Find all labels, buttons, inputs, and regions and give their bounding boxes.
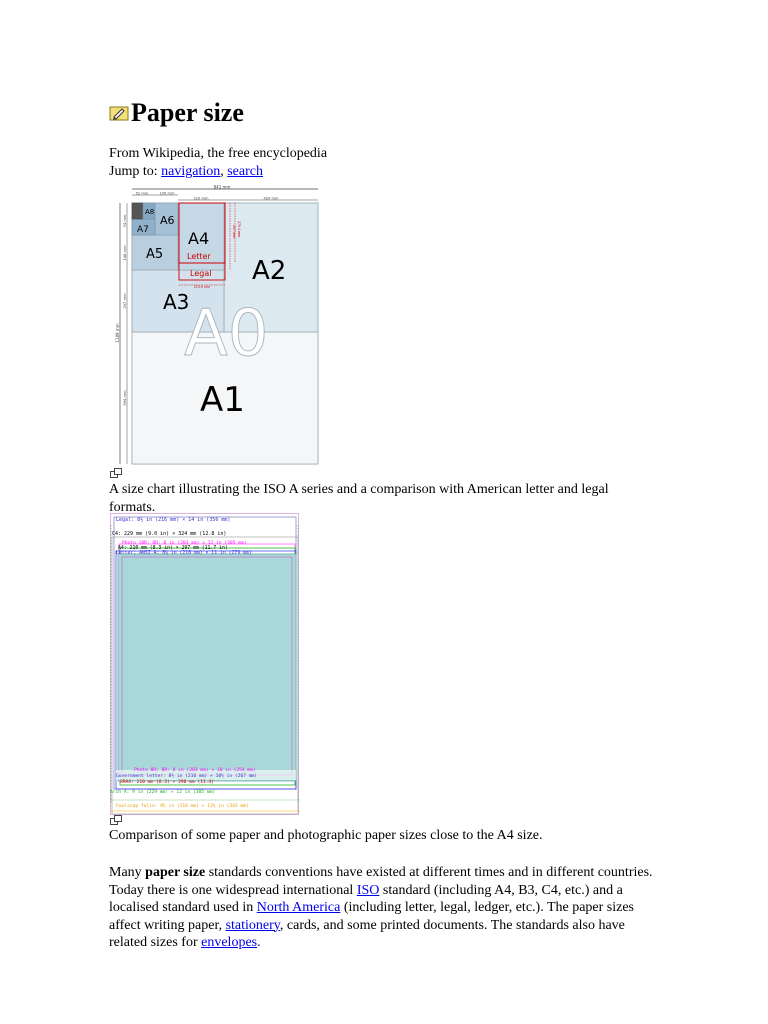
label-photo8r-size: Photo 8R; 8R: 8 in (203 mm) × 10 in (254 mm): [134, 768, 256, 773]
label-letter-size: Letter; ANSI A: 8½ in (216 mm) × 11 in (279 mm): [116, 551, 252, 556]
intro-paragraph: [109, 864, 654, 952]
figure2-caption: Comparison of some paper and photographic paper sizes close to the A4 size.: [109, 828, 543, 843]
envelopes-link[interactable]: envelopes: [201, 935, 258, 950]
label-a8: A8: [145, 208, 155, 216]
intro-text-3: standard (including A4, B3, C4, etc.) and a localised standard used in: [109, 882, 623, 915]
sheet-a8: [132, 203, 143, 219]
magnify-icon[interactable]: [110, 815, 123, 826]
dim-top-total: 841 mm: [213, 185, 231, 190]
label-sra4-size: SRA4: 210 mm (8.3) × 290 mm (11.4): [120, 780, 215, 785]
label-government-size: Government letter: 8½ in (216 mm) × 10½ in (267 mm): [116, 774, 258, 779]
intro-text-6: .: [257, 935, 261, 950]
dim-a4-height: 297 mm: [232, 225, 236, 239]
dim-left-a1: 594 mm: [123, 390, 127, 406]
dim-left-a5: 148 mm: [123, 245, 127, 261]
sheet-a4-fill: [118, 554, 296, 781]
label-a7: A7: [137, 225, 149, 235]
jump-prefix: Jump to:: [109, 164, 162, 179]
label-a0: A0: [184, 297, 269, 371]
jump-links: [109, 163, 263, 181]
dim-top-a2: 420 mm: [263, 196, 279, 201]
dim-letter-width: 215.9 mm: [193, 285, 211, 289]
dim-top-a8: 52 mm: [135, 191, 149, 196]
tagline: From Wikipedia, the free encyclopedia: [109, 146, 328, 161]
label-legal-size: Legal: 8½ in (216 mm) × 14 in (356 mm): [116, 517, 231, 523]
iso-link[interactable]: ISO: [356, 882, 380, 898]
label-a6: A6: [160, 214, 175, 227]
intro-text-2: standards conventions have existed at different times and in different countries. Today there is one widespread international: [109, 865, 653, 898]
north-america-link[interactable]: North America: [256, 900, 341, 915]
label-a3: A3: [163, 290, 190, 314]
label-a4-size: A4: 210 mm (8.3 in) × 297 mm (11.7 in): [118, 546, 228, 551]
figure1-caption: A size chart illustrating the ISO A series and a comparison with American letter and legal formats.: [109, 482, 609, 515]
dim-top-a4: 210 mm: [193, 196, 209, 201]
label-legal: Legal: [190, 269, 212, 278]
label-foolscap-size: Foolscap folio: 8½ in (216 mm) × 13½ in (343 mm): [116, 804, 249, 809]
label-c4-size: C4: 229 mm (9.0 in) × 324 mm (12.8 in): [112, 531, 227, 537]
iso-size-chart[interactable]: [110, 185, 320, 467]
magnify-icon[interactable]: [110, 468, 123, 479]
search-link[interactable]: search: [227, 164, 263, 179]
label-a5: A5: [146, 247, 164, 262]
page-title: Paper size: [131, 98, 244, 127]
dim-letter-height: 279.4 mm: [237, 221, 241, 238]
dim-left-total: 1189 mm: [115, 323, 120, 343]
intro-text-1: Many: [109, 865, 146, 880]
stationery-link[interactable]: stationery: [225, 917, 280, 933]
edit-pencil-icon[interactable]: [109, 105, 129, 121]
label-a1: A1: [200, 380, 245, 420]
label-archa-size: Arch A: 9 in (229 mm) × 12 in (305 mm): [110, 790, 216, 795]
a4-comparison-chart[interactable]: [110, 513, 300, 816]
label-photo-size: Photo 10R; 8R: 8 in (203 mm) × 12 in (305 mm): [122, 541, 247, 546]
dim-top-a6: 105 mm: [159, 191, 175, 196]
navigation-link[interactable]: navigation: [161, 164, 221, 179]
dim-left-a3: 297 mm: [123, 293, 127, 309]
jump-separator: ,: [220, 164, 228, 179]
intro-bold-term: paper size: [145, 865, 206, 880]
label-letter: Letter: [187, 252, 211, 261]
intro-text-4: (including letter, legal, ledger, etc.). The paper sizes affect writing paper,: [109, 900, 635, 933]
intro-text-5: , cards, and some printed documents. The standards also have related sizes for: [109, 917, 625, 950]
label-a2: A2: [252, 256, 287, 286]
label-a4: A4: [188, 229, 210, 248]
title-row: [109, 96, 244, 130]
dim-left-a7: 74 mm: [123, 214, 127, 228]
